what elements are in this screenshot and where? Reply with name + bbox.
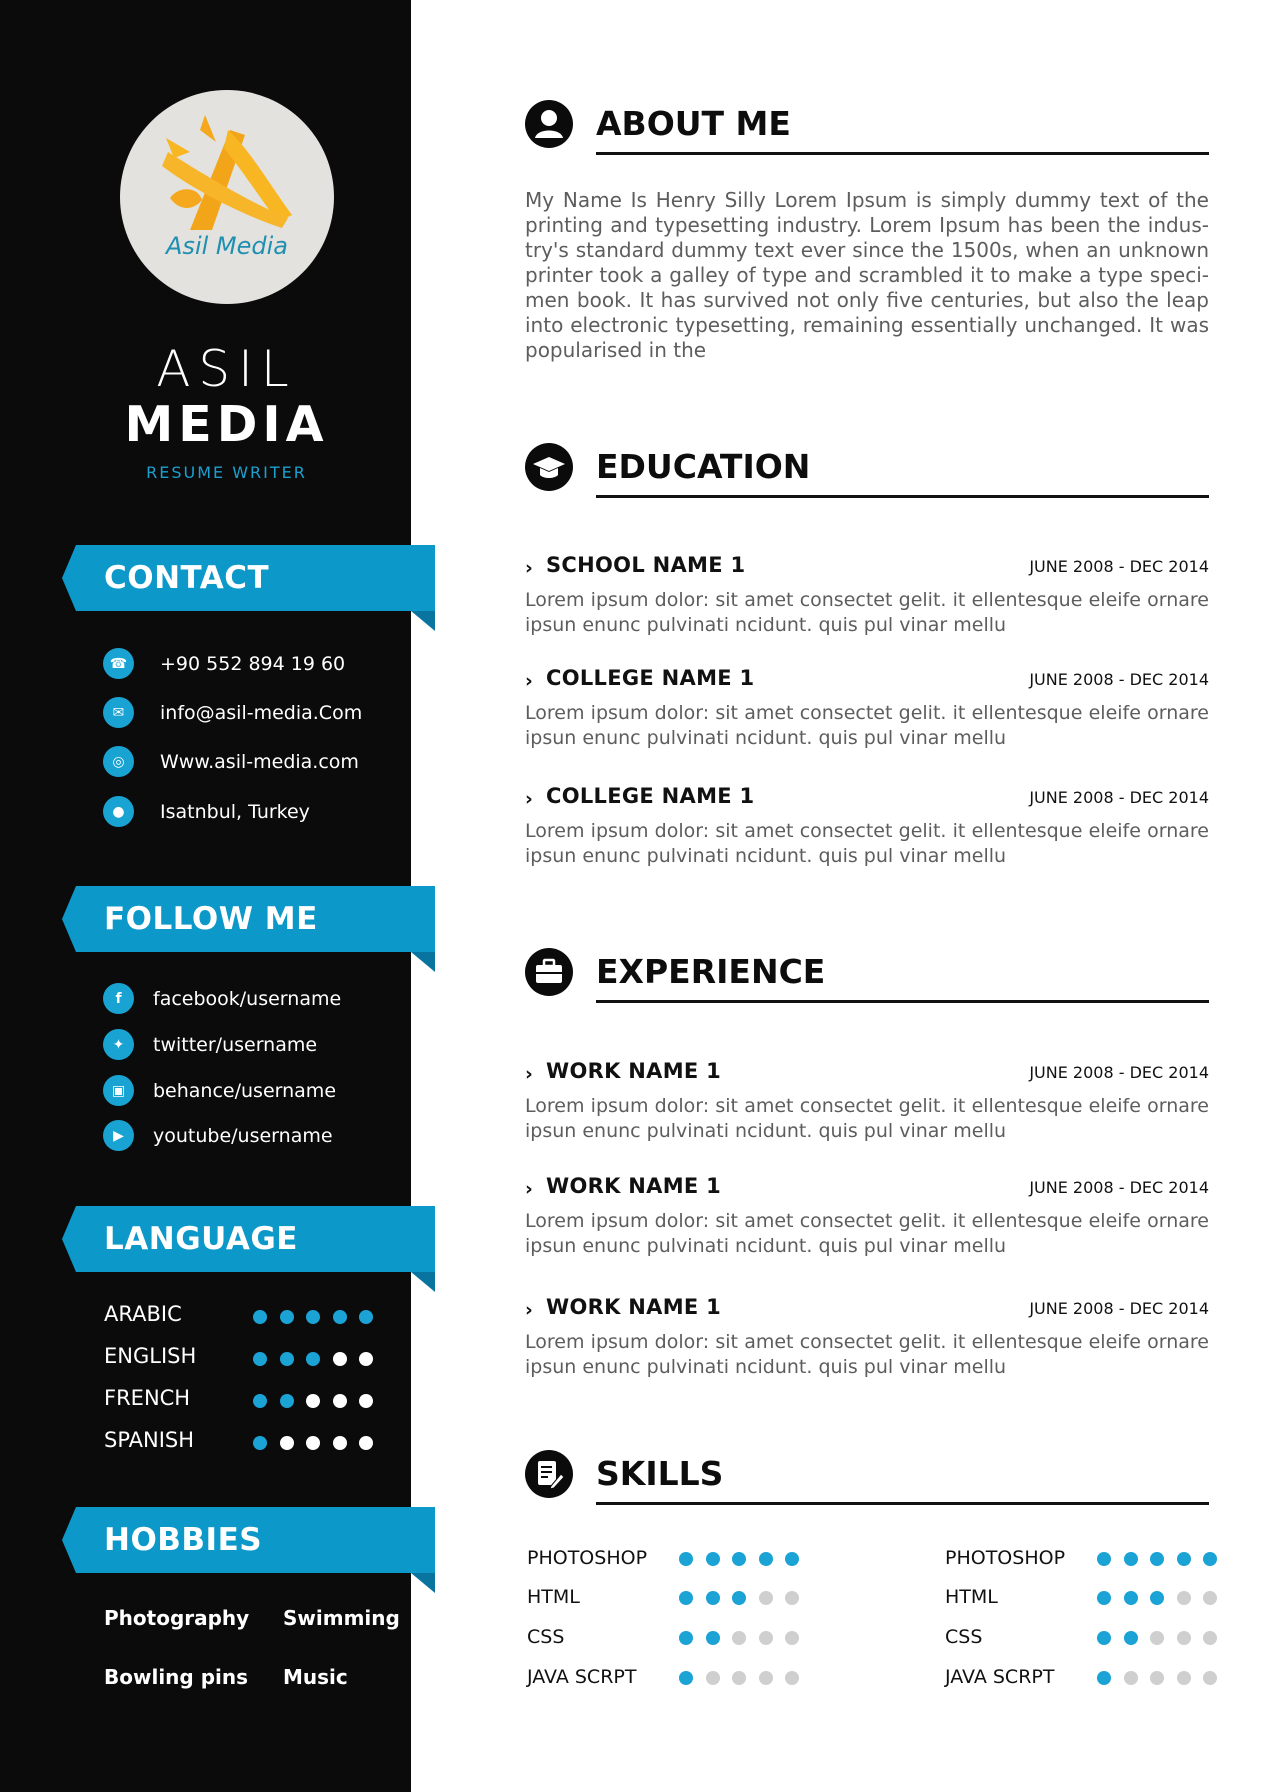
rating-dot-empty xyxy=(333,1394,347,1408)
rating-dot-filled xyxy=(1097,1552,1111,1566)
location-pin-icon: ● xyxy=(103,796,134,827)
last-name: MEDIA xyxy=(124,396,329,453)
rating-dot-filled xyxy=(679,1631,693,1645)
entry-title: WORK NAME 1 xyxy=(546,1059,722,1083)
rating-dot-filled xyxy=(679,1591,693,1605)
twitter-icon: ✦ xyxy=(103,1029,134,1060)
entry-date: JUNE 2008 - DEC 2014 xyxy=(1029,557,1209,576)
rating-dot-empty xyxy=(1177,1591,1191,1605)
chevron-right-icon: › xyxy=(525,557,533,579)
rating-dot-empty xyxy=(333,1352,347,1366)
rating-dot-filled xyxy=(1097,1591,1111,1605)
skills-title: SKILLS xyxy=(596,1454,724,1493)
divider xyxy=(596,1000,1209,1003)
entry-description: Lorem ipsum dolor: sit amet consectet gelit. it ellentesque eleife ornare ipsun enunc pulvinati ncidunt. quis pul vinar mellu xyxy=(525,1095,1209,1142)
rating-dot-filled xyxy=(1203,1552,1217,1566)
rating-dot-filled xyxy=(306,1310,320,1324)
rating-dot-filled xyxy=(1150,1552,1164,1566)
entry-description: Lorem ipsum dolor: sit amet consectet gelit. it ellentesque eleife ornare ipsun enunc pulvinati ncidunt. quis pul vinar mellu xyxy=(525,820,1209,867)
language-row xyxy=(104,1428,384,1458)
skill-row xyxy=(945,1626,1245,1652)
rating-dot-filled xyxy=(280,1394,294,1408)
follow-title: FOLLOW ME xyxy=(104,901,318,937)
rating-dot-empty xyxy=(280,1436,294,1450)
rating-dot-empty xyxy=(1203,1631,1217,1645)
rating-dot-filled xyxy=(1177,1552,1191,1566)
rating-dot-empty xyxy=(359,1394,373,1408)
chevron-right-icon: › xyxy=(525,788,533,810)
skill-row xyxy=(945,1586,1245,1612)
entry-date: JUNE 2008 - DEC 2014 xyxy=(1029,1063,1209,1082)
language-rating xyxy=(253,1436,386,1450)
contact-phone xyxy=(103,648,345,679)
divider xyxy=(596,1502,1209,1505)
entry-description: Lorem ipsum dolor: sit amet consectet gelit. it ellentesque eleife ornare ipsun enunc pulvinati ncidunt. quis pul vinar mellu xyxy=(525,702,1209,749)
skill-rating xyxy=(1097,1552,1230,1566)
skill-rating xyxy=(679,1631,812,1645)
rating-dot-empty xyxy=(1150,1631,1164,1645)
globe-icon: ◎ xyxy=(103,746,134,777)
rating-dot-empty xyxy=(1124,1671,1138,1685)
rating-dot-empty xyxy=(1177,1631,1191,1645)
skill-name: JAVA SCRPT xyxy=(527,1666,637,1688)
behance-icon: ▣ xyxy=(103,1075,134,1106)
skill-row xyxy=(945,1547,1245,1573)
rating-dot-empty xyxy=(759,1591,773,1605)
skill-rating xyxy=(679,1552,812,1566)
entry-title: WORK NAME 1 xyxy=(546,1295,722,1319)
skill-rating xyxy=(679,1671,812,1685)
user-icon xyxy=(525,100,573,148)
rating-dot-filled xyxy=(1150,1591,1164,1605)
entry-description: Lorem ipsum dolor: sit amet consectet gelit. it ellentesque eleife ornare ipsun enunc pulvinati ncidunt. quis pul vinar mellu xyxy=(525,1210,1209,1257)
skill-name: CSS xyxy=(527,1626,565,1648)
skill-row xyxy=(527,1666,827,1692)
rating-dot-empty xyxy=(785,1631,799,1645)
contact-website-text[interactable]: Www.asil-media.com xyxy=(160,750,359,773)
language-name: SPANISH xyxy=(104,1428,195,1452)
rating-dot-filled xyxy=(1124,1631,1138,1645)
skill-row xyxy=(527,1586,827,1612)
chevron-right-icon: › xyxy=(525,1299,533,1321)
rating-dot-filled xyxy=(280,1352,294,1366)
rating-dot-empty xyxy=(732,1631,746,1645)
rating-dot-empty xyxy=(706,1671,720,1685)
chevron-right-icon: › xyxy=(525,670,533,692)
contact-email-text[interactable]: info@asil-media.Com xyxy=(160,701,363,724)
skill-name: HTML xyxy=(527,1586,580,1608)
divider xyxy=(596,495,1209,498)
rating-dot-filled xyxy=(759,1552,773,1566)
hobby-item: Photography xyxy=(104,1606,250,1630)
entry-description: Lorem ipsum dolor: sit amet consectet gelit. it ellentesque eleife ornare ipsun enunc pulvinati ncidunt. quis pul vinar mellu xyxy=(525,589,1209,636)
about-section-header xyxy=(525,100,1209,160)
contact-location xyxy=(103,796,310,827)
entry-title: COLLEGE NAME 1 xyxy=(546,784,755,808)
rating-dot-filled xyxy=(706,1552,720,1566)
entry-title: COLLEGE NAME 1 xyxy=(546,666,755,690)
entry-date: JUNE 2008 - DEC 2014 xyxy=(1029,788,1209,807)
entry-title: WORK NAME 1 xyxy=(546,1174,722,1198)
contact-phone-text: +90 552 894 19 60 xyxy=(160,652,346,675)
rating-dot-filled xyxy=(1124,1552,1138,1566)
education-section-header xyxy=(525,443,1209,503)
follow-youtube-text[interactable]: youtube/username xyxy=(153,1124,333,1147)
rating-dot-empty xyxy=(306,1436,320,1450)
rating-dot-empty xyxy=(359,1352,373,1366)
mail-icon: ✉ xyxy=(103,697,134,728)
experience-title: EXPERIENCE xyxy=(596,952,826,991)
rating-dot-filled xyxy=(253,1436,267,1450)
education-title: EDUCATION xyxy=(596,447,811,486)
follow-facebook[interactable] xyxy=(103,983,341,1014)
contact-email xyxy=(103,697,362,728)
briefcase-icon xyxy=(525,948,573,996)
logo-text: Asil Media xyxy=(166,232,288,260)
rating-dot-empty xyxy=(333,1436,347,1450)
contact-banner xyxy=(62,545,435,611)
follow-facebook-text[interactable]: facebook/username xyxy=(153,987,342,1010)
rating-dot-empty xyxy=(785,1671,799,1685)
document-edit-icon xyxy=(525,1450,573,1498)
language-row xyxy=(104,1302,384,1332)
rating-dot-filled xyxy=(785,1552,799,1566)
skill-rating xyxy=(679,1591,812,1605)
follow-behance[interactable] xyxy=(103,1075,336,1106)
language-row xyxy=(104,1344,384,1374)
hobby-item: Bowling pins xyxy=(104,1665,249,1689)
hobbies-banner xyxy=(62,1507,435,1573)
rating-dot-empty xyxy=(759,1671,773,1685)
language-banner xyxy=(62,1206,435,1272)
language-rating xyxy=(253,1352,386,1366)
rating-dot-filled xyxy=(732,1591,746,1605)
entry-date: JUNE 2008 - DEC 2014 xyxy=(1029,1178,1209,1197)
rating-dot-filled xyxy=(732,1552,746,1566)
rating-dot-empty xyxy=(759,1631,773,1645)
rating-dot-filled xyxy=(679,1552,693,1566)
logo-mark-icon xyxy=(120,90,334,304)
sidebar xyxy=(0,0,411,1792)
skill-name: PHOTOSHOP xyxy=(527,1547,648,1569)
follow-behance-text[interactable]: behance/username xyxy=(153,1079,337,1102)
skill-rating xyxy=(1097,1591,1230,1605)
rating-dot-filled xyxy=(253,1352,267,1366)
language-name: ENGLISH xyxy=(104,1344,197,1368)
logo xyxy=(120,90,334,304)
entry-date: JUNE 2008 - DEC 2014 xyxy=(1029,670,1209,689)
rating-dot-empty xyxy=(359,1436,373,1450)
about-title: ABOUT ME xyxy=(596,104,791,143)
rating-dot-filled xyxy=(1124,1591,1138,1605)
chevron-right-icon: › xyxy=(525,1063,533,1085)
entry-title: SCHOOL NAME 1 xyxy=(546,553,746,577)
hobby-item: Swimming xyxy=(283,1606,400,1630)
chevron-right-icon: › xyxy=(525,1178,533,1200)
first-name: ASIL xyxy=(156,340,297,398)
facebook-icon: f xyxy=(103,983,134,1014)
language-rating xyxy=(253,1310,386,1324)
rating-dot-filled xyxy=(280,1310,294,1324)
follow-twitter[interactable] xyxy=(103,1029,317,1060)
contact-location-text: Isatnbul, Turkey xyxy=(160,800,310,823)
language-name: FRENCH xyxy=(104,1386,191,1410)
language-row xyxy=(104,1386,384,1416)
rating-dot-empty xyxy=(1203,1671,1217,1685)
rating-dot-filled xyxy=(1097,1671,1111,1685)
tagline: RESUME WRITER xyxy=(146,463,307,482)
rating-dot-filled xyxy=(359,1310,373,1324)
rating-dot-filled xyxy=(253,1310,267,1324)
skill-row xyxy=(945,1666,1245,1692)
rating-dot-filled xyxy=(679,1671,693,1685)
youtube-icon: ▶ xyxy=(103,1120,134,1151)
rating-dot-empty xyxy=(785,1591,799,1605)
entry-date: JUNE 2008 - DEC 2014 xyxy=(1029,1299,1209,1318)
skill-rating xyxy=(1097,1671,1230,1685)
rating-dot-filled xyxy=(1097,1631,1111,1645)
follow-youtube[interactable] xyxy=(103,1120,333,1151)
about-text: My Name Is Henry Silly Lorem Ipsum is simply dummy text of the printing and typesetting industry. Lorem Ipsum has been the indus-try's standard dummy text ever since the 1500s, when an unknown printer took a galley of type and scrambled it to make a type speci-men book. It has survived not only five centuries, but also the leap into electronic typesetting, remaining essentially unchanged. It was popularised in the xyxy=(525,188,1209,362)
rating-dot-empty xyxy=(1177,1671,1191,1685)
rating-dot-empty xyxy=(732,1671,746,1685)
follow-twitter-text[interactable]: twitter/username xyxy=(153,1033,318,1056)
contact-website xyxy=(103,746,359,777)
rating-dot-filled xyxy=(253,1394,267,1408)
graduation-cap-icon xyxy=(525,443,573,491)
follow-banner xyxy=(62,886,435,952)
hobby-item: Music xyxy=(283,1665,348,1689)
skill-row xyxy=(527,1626,827,1652)
rating-dot-empty xyxy=(1203,1591,1217,1605)
rating-dot-empty xyxy=(1150,1671,1164,1685)
rating-dot-filled xyxy=(706,1591,720,1605)
rating-dot-filled xyxy=(333,1310,347,1324)
contact-title: CONTACT xyxy=(104,560,270,596)
hobbies-title: HOBBIES xyxy=(104,1522,263,1558)
experience-section-header xyxy=(525,948,1209,1008)
skill-name: CSS xyxy=(945,1626,983,1648)
rating-dot-empty xyxy=(306,1394,320,1408)
divider xyxy=(596,152,1209,155)
rating-dot-filled xyxy=(706,1631,720,1645)
entry-description: Lorem ipsum dolor: sit amet consectet gelit. it ellentesque eleife ornare ipsun enunc pulvinati ncidunt. quis pul vinar mellu xyxy=(525,1331,1209,1378)
phone-icon: ☎ xyxy=(103,648,134,679)
language-name: ARABIC xyxy=(104,1302,182,1326)
skill-name: HTML xyxy=(945,1586,998,1608)
language-title: LANGUAGE xyxy=(104,1221,298,1257)
skill-name: PHOTOSHOP xyxy=(945,1547,1066,1569)
skill-row xyxy=(527,1547,827,1573)
skill-name: JAVA SCRPT xyxy=(945,1666,1055,1688)
skill-rating xyxy=(1097,1631,1230,1645)
rating-dot-filled xyxy=(306,1352,320,1366)
language-rating xyxy=(253,1394,386,1408)
skills-section-header xyxy=(525,1450,1209,1510)
